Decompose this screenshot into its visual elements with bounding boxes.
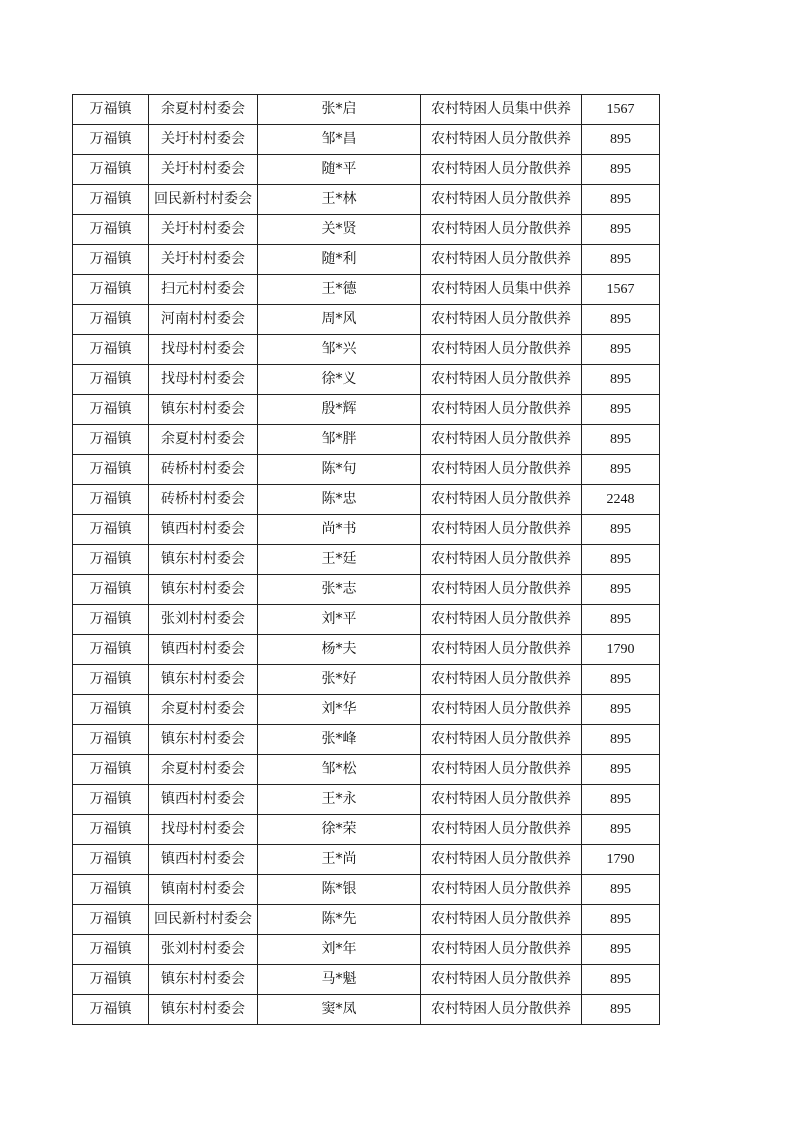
table-row [73, 395, 660, 425]
town-cell: 万福镇 [73, 155, 149, 185]
amount-cell: 2248 [582, 485, 660, 515]
amount-cell: 895 [582, 455, 660, 485]
amount-cell: 895 [582, 125, 660, 155]
table-row [73, 575, 660, 605]
recipient-name-cell: 张*好 [258, 665, 421, 695]
town-cell: 万福镇 [73, 635, 149, 665]
table-row [73, 875, 660, 905]
table-row [73, 365, 660, 395]
table-row [73, 635, 660, 665]
village-committee-cell: 关圩村村委会 [149, 245, 258, 275]
amount-cell: 1790 [582, 635, 660, 665]
village-committee-cell: 镇东村村委会 [149, 995, 258, 1025]
support-type-cell: 农村特困人员分散供养 [421, 155, 582, 185]
village-committee-cell: 镇东村村委会 [149, 395, 258, 425]
table-row [73, 305, 660, 335]
village-committee-cell: 找母村村委会 [149, 815, 258, 845]
recipient-name-cell: 徐*义 [258, 365, 421, 395]
village-committee-cell: 镇东村村委会 [149, 575, 258, 605]
town-cell: 万福镇 [73, 245, 149, 275]
village-committee-cell: 余夏村村委会 [149, 695, 258, 725]
village-committee-cell: 镇东村村委会 [149, 665, 258, 695]
support-type-cell: 农村特困人员集中供养 [421, 95, 582, 125]
support-type-cell: 农村特困人员分散供养 [421, 665, 582, 695]
table-row [73, 215, 660, 245]
recipient-name-cell: 王*德 [258, 275, 421, 305]
support-type-cell: 农村特困人员分散供养 [421, 365, 582, 395]
amount-cell: 895 [582, 395, 660, 425]
town-cell: 万福镇 [73, 515, 149, 545]
town-cell: 万福镇 [73, 815, 149, 845]
amount-cell: 895 [582, 515, 660, 545]
recipient-name-cell: 徐*荣 [258, 815, 421, 845]
support-type-cell: 农村特困人员分散供养 [421, 815, 582, 845]
amount-cell: 895 [582, 575, 660, 605]
support-type-cell: 农村特困人员集中供养 [421, 275, 582, 305]
town-cell: 万福镇 [73, 395, 149, 425]
support-type-cell: 农村特困人员分散供养 [421, 965, 582, 995]
town-cell: 万福镇 [73, 425, 149, 455]
table-row [73, 935, 660, 965]
recipient-name-cell: 邹*松 [258, 755, 421, 785]
town-cell: 万福镇 [73, 575, 149, 605]
recipient-name-cell: 随*平 [258, 155, 421, 185]
amount-cell: 895 [582, 905, 660, 935]
town-cell: 万福镇 [73, 95, 149, 125]
village-committee-cell: 砖桥村村委会 [149, 485, 258, 515]
village-committee-cell: 砖桥村村委会 [149, 455, 258, 485]
support-type-cell: 农村特困人员分散供养 [421, 845, 582, 875]
recipient-name-cell: 殷*辉 [258, 395, 421, 425]
support-type-cell: 农村特困人员分散供养 [421, 515, 582, 545]
town-cell: 万福镇 [73, 695, 149, 725]
recipient-name-cell: 邹*兴 [258, 335, 421, 365]
town-cell: 万福镇 [73, 905, 149, 935]
support-type-cell: 农村特困人员分散供养 [421, 335, 582, 365]
support-type-cell: 农村特困人员分散供养 [421, 185, 582, 215]
support-type-cell: 农村特困人员分散供养 [421, 455, 582, 485]
amount-cell: 895 [582, 965, 660, 995]
support-type-cell: 农村特困人员分散供养 [421, 425, 582, 455]
support-type-cell: 农村特困人员分散供养 [421, 605, 582, 635]
amount-cell: 895 [582, 185, 660, 215]
table-row [73, 425, 660, 455]
village-committee-cell: 找母村村委会 [149, 365, 258, 395]
table-row [73, 995, 660, 1025]
recipient-name-cell: 关*贤 [258, 215, 421, 245]
table-row [73, 725, 660, 755]
town-cell: 万福镇 [73, 125, 149, 155]
table-row [73, 125, 660, 155]
village-committee-cell: 张刘村村委会 [149, 935, 258, 965]
table-row [73, 245, 660, 275]
village-committee-cell: 河南村村委会 [149, 305, 258, 335]
town-cell: 万福镇 [73, 365, 149, 395]
support-type-cell: 农村特困人员分散供养 [421, 785, 582, 815]
town-cell: 万福镇 [73, 545, 149, 575]
village-committee-cell: 回民新村村委会 [149, 905, 258, 935]
support-type-cell: 农村特困人员分散供养 [421, 245, 582, 275]
amount-cell: 895 [582, 785, 660, 815]
table-row [73, 665, 660, 695]
support-type-cell: 农村特困人员分散供养 [421, 545, 582, 575]
town-cell: 万福镇 [73, 725, 149, 755]
support-type-cell: 农村特困人员分散供养 [421, 215, 582, 245]
amount-cell: 1567 [582, 275, 660, 305]
amount-cell: 895 [582, 815, 660, 845]
support-type-cell: 农村特困人员分散供养 [421, 695, 582, 725]
town-cell: 万福镇 [73, 935, 149, 965]
recipient-name-cell: 王*永 [258, 785, 421, 815]
village-committee-cell: 回民新村村委会 [149, 185, 258, 215]
support-type-cell: 农村特困人员分散供养 [421, 305, 582, 335]
town-cell: 万福镇 [73, 785, 149, 815]
table-row [73, 95, 660, 125]
support-type-cell: 农村特困人员分散供养 [421, 935, 582, 965]
support-type-cell: 农村特困人员分散供养 [421, 485, 582, 515]
town-cell: 万福镇 [73, 875, 149, 905]
recipient-name-cell: 随*利 [258, 245, 421, 275]
support-type-cell: 农村特困人员分散供养 [421, 995, 582, 1025]
recipient-name-cell: 杨*夫 [258, 635, 421, 665]
amount-cell: 895 [582, 365, 660, 395]
town-cell: 万福镇 [73, 335, 149, 365]
relief-recipients-table [72, 94, 660, 1025]
table-row [73, 605, 660, 635]
village-committee-cell: 关圩村村委会 [149, 215, 258, 245]
table-row [73, 545, 660, 575]
support-type-cell: 农村特困人员分散供养 [421, 755, 582, 785]
table-row [73, 185, 660, 215]
village-committee-cell: 镇西村村委会 [149, 515, 258, 545]
village-committee-cell: 镇西村村委会 [149, 635, 258, 665]
support-type-cell: 农村特困人员分散供养 [421, 875, 582, 905]
table-row [73, 905, 660, 935]
table-row [73, 155, 660, 185]
support-type-cell: 农村特困人员分散供养 [421, 905, 582, 935]
recipient-name-cell: 刘*平 [258, 605, 421, 635]
amount-cell: 895 [582, 875, 660, 905]
village-committee-cell: 张刘村村委会 [149, 605, 258, 635]
recipient-name-cell: 马*魁 [258, 965, 421, 995]
amount-cell: 1790 [582, 845, 660, 875]
recipient-name-cell: 刘*年 [258, 935, 421, 965]
table-row [73, 485, 660, 515]
table-row [73, 845, 660, 875]
town-cell: 万福镇 [73, 965, 149, 995]
recipient-name-cell: 张*启 [258, 95, 421, 125]
village-committee-cell: 镇东村村委会 [149, 725, 258, 755]
town-cell: 万福镇 [73, 995, 149, 1025]
amount-cell: 895 [582, 245, 660, 275]
recipient-name-cell: 邹*胖 [258, 425, 421, 455]
amount-cell: 895 [582, 155, 660, 185]
amount-cell: 895 [582, 755, 660, 785]
recipient-name-cell: 陈*银 [258, 875, 421, 905]
recipient-name-cell: 张*峰 [258, 725, 421, 755]
town-cell: 万福镇 [73, 275, 149, 305]
amount-cell: 895 [582, 695, 660, 725]
village-committee-cell: 找母村村委会 [149, 335, 258, 365]
recipient-name-cell: 陈*忠 [258, 485, 421, 515]
table-row [73, 335, 660, 365]
village-committee-cell: 余夏村村委会 [149, 425, 258, 455]
recipient-name-cell: 王*尚 [258, 845, 421, 875]
town-cell: 万福镇 [73, 485, 149, 515]
recipient-name-cell: 王*廷 [258, 545, 421, 575]
table-row [73, 965, 660, 995]
amount-cell: 895 [582, 725, 660, 755]
recipient-name-cell: 周*风 [258, 305, 421, 335]
table-row [73, 695, 660, 725]
recipient-name-cell: 窦*凤 [258, 995, 421, 1025]
village-committee-cell: 镇东村村委会 [149, 965, 258, 995]
amount-cell: 895 [582, 995, 660, 1025]
table-row [73, 815, 660, 845]
village-committee-cell: 镇西村村委会 [149, 845, 258, 875]
recipient-name-cell: 陈*先 [258, 905, 421, 935]
town-cell: 万福镇 [73, 665, 149, 695]
table-row [73, 455, 660, 485]
table-body [73, 95, 660, 1025]
village-committee-cell: 镇南村村委会 [149, 875, 258, 905]
town-cell: 万福镇 [73, 215, 149, 245]
town-cell: 万福镇 [73, 845, 149, 875]
village-committee-cell: 扫元村村委会 [149, 275, 258, 305]
amount-cell: 895 [582, 665, 660, 695]
support-type-cell: 农村特困人员分散供养 [421, 395, 582, 425]
amount-cell: 895 [582, 305, 660, 335]
amount-cell: 895 [582, 935, 660, 965]
village-committee-cell: 余夏村村委会 [149, 95, 258, 125]
support-type-cell: 农村特困人员分散供养 [421, 635, 582, 665]
support-type-cell: 农村特困人员分散供养 [421, 125, 582, 155]
village-committee-cell: 镇西村村委会 [149, 785, 258, 815]
recipient-name-cell: 尚*书 [258, 515, 421, 545]
support-type-cell: 农村特困人员分散供养 [421, 575, 582, 605]
town-cell: 万福镇 [73, 755, 149, 785]
table-row [73, 785, 660, 815]
table-row [73, 515, 660, 545]
town-cell: 万福镇 [73, 455, 149, 485]
support-type-cell: 农村特困人员分散供养 [421, 725, 582, 755]
amount-cell: 895 [582, 605, 660, 635]
amount-cell: 895 [582, 215, 660, 245]
amount-cell: 1567 [582, 95, 660, 125]
amount-cell: 895 [582, 425, 660, 455]
recipient-name-cell: 刘*华 [258, 695, 421, 725]
village-committee-cell: 关圩村村委会 [149, 125, 258, 155]
recipient-name-cell: 王*林 [258, 185, 421, 215]
village-committee-cell: 余夏村村委会 [149, 755, 258, 785]
amount-cell: 895 [582, 335, 660, 365]
table-row [73, 275, 660, 305]
town-cell: 万福镇 [73, 605, 149, 635]
recipient-name-cell: 邹*昌 [258, 125, 421, 155]
village-committee-cell: 镇东村村委会 [149, 545, 258, 575]
recipient-name-cell: 陈*句 [258, 455, 421, 485]
amount-cell: 895 [582, 545, 660, 575]
village-committee-cell: 关圩村村委会 [149, 155, 258, 185]
town-cell: 万福镇 [73, 185, 149, 215]
table-row [73, 755, 660, 785]
recipient-name-cell: 张*志 [258, 575, 421, 605]
town-cell: 万福镇 [73, 305, 149, 335]
